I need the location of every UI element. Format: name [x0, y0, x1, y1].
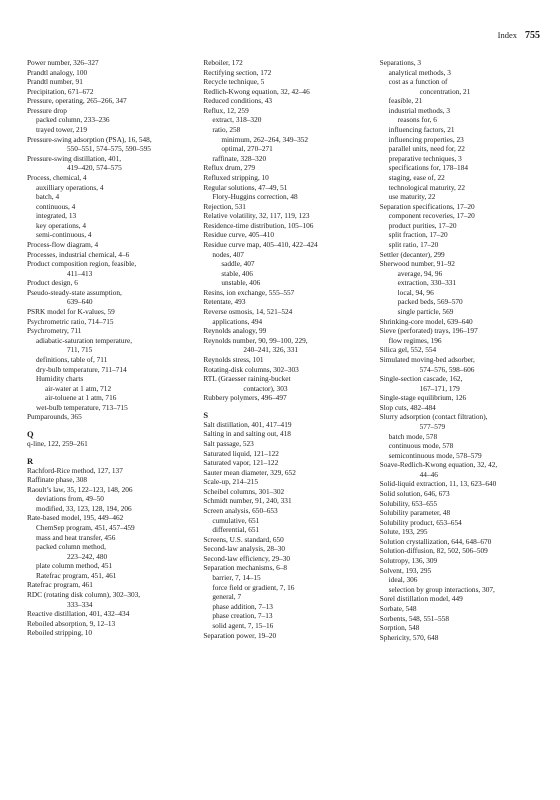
index-column-2: [203, 58, 371, 790]
index-entry: Raffinate phase, 308: [27, 475, 88, 485]
index-entry: Reboiled stripping, 10: [27, 628, 93, 638]
index-subentry: use maturity, 22: [388, 192, 436, 202]
index-entry: Pressure-swing distillation, 401,: [27, 153, 122, 163]
index-subentry: 240–241, 326, 331: [243, 345, 299, 355]
index-entry: Precipitation, 671–672: [27, 86, 94, 96]
index-entry: Second-law efficiency, 29–30: [203, 553, 291, 563]
index-entry: Redlich-Kwong equation, 32, 42–46: [203, 86, 310, 96]
index-subentry: semi-continuous, 4: [36, 230, 92, 240]
index-subentry: packed column method,: [36, 542, 106, 552]
index-subentry: Humidity charts: [36, 374, 84, 384]
index-subentry: staging, ease of, 22: [388, 172, 445, 182]
index-subentry: minimum, 262–264, 349–352: [221, 134, 309, 144]
page-number: 755: [525, 30, 540, 41]
index-subentry: flow regimes, 196: [388, 335, 442, 345]
index-entry: Shrinking-core model, 639–640: [379, 316, 473, 326]
index-entry: Pressure, operating, 265–266, 347: [27, 96, 127, 106]
index-entry: Process, chemical, 4: [27, 172, 87, 182]
index-entry: Reflux, 12, 259: [203, 105, 249, 115]
index-entry: Single-stage equilibrium, 126: [379, 393, 467, 403]
index-subentry: applications, 494: [212, 316, 263, 326]
index-subentry: continuous, 4: [36, 201, 76, 211]
index-entry: Sieve (perforated) trays, 196–197: [379, 326, 478, 336]
index-subentry: key operations, 4: [36, 220, 87, 230]
index-entry: Scheibel columns, 301–302: [203, 486, 285, 496]
index-subentry: reasons for, 6: [397, 115, 437, 125]
index-entry: Reboiler, 172: [203, 58, 243, 67]
index-entry: q-line, 122, 259–261: [27, 438, 88, 448]
index-subentry: 711, 715: [67, 345, 93, 355]
index-subentry: nodes, 407: [212, 249, 244, 259]
index-entry: Saturated vapor, 121–122: [203, 458, 279, 468]
index-subentry: 411–413: [67, 268, 93, 278]
index-entry: Separations, 3: [379, 58, 421, 67]
index-entry: Slurry adsorption (contact filtration),: [379, 412, 488, 422]
index-entry: Solute, 193, 295: [379, 527, 428, 537]
index-entry: Reverse osmosis, 14, 521–524: [203, 307, 293, 317]
index-entry: Reduced conditions, 43: [203, 96, 273, 106]
index-subentry: specifications for, 178–184: [388, 163, 469, 173]
index-subentry: saddle, 407: [221, 259, 255, 269]
index-entry: Rotating-disk columns, 302–303: [203, 364, 299, 374]
index-subentry: contactor), 303: [243, 383, 288, 393]
index-subentry: auxilliary operations, 4: [36, 182, 104, 192]
index-entry: Soave-Redlich-Kwong equation, 32, 42,: [379, 460, 498, 470]
index-subentry: adiabatic-saturation temperature,: [36, 335, 133, 345]
index-entry: Solid-liquid extraction, 11, 13, 623–640: [379, 479, 497, 489]
index-subentry: deviations from, 49–50: [36, 494, 104, 504]
index-entry: Sherwood number, 91–92: [379, 259, 455, 269]
running-head: [498, 30, 540, 41]
index-entry: Solubility parameter, 48: [379, 508, 451, 518]
section-gap: [27, 422, 195, 429]
index-subentry: extraction, 330–331: [397, 278, 457, 288]
index-subentry: influencing factors, 21: [388, 125, 455, 135]
index-entry: Sorbents, 548, 551–558: [379, 613, 449, 623]
section-gap: [203, 403, 371, 410]
section-gap: [27, 449, 195, 456]
index-entry: PSRK model for K-values, 59: [27, 307, 115, 317]
index-subentry: continuous mode, 578: [388, 441, 454, 451]
index-subentry: preparative techniques, 3: [388, 153, 462, 163]
index-subentry: Ratefrac program, 451, 461: [36, 570, 117, 580]
index-entry: Prandtl number, 91: [27, 77, 83, 87]
index-entry: Processes, industrial chemical, 4–6: [27, 249, 130, 259]
index-entry: Reactive distillation, 401, 432–434: [27, 609, 130, 619]
index-column-3: [380, 58, 548, 790]
index-subentry: trayed tower, 219: [36, 125, 87, 135]
index-subentry: concentration, 21: [419, 86, 471, 96]
index-subentry: air-water at 1 atm, 712: [45, 383, 112, 393]
index-subentry: average, 94, 96: [397, 268, 443, 278]
index-entry: Solvent, 193, 295: [379, 565, 432, 575]
index-entry: Psychrometric ratio, 714–715: [27, 316, 114, 326]
index-column-1: [27, 58, 195, 790]
index-entry: Reynolds analogy, 99: [203, 326, 267, 336]
index-entry: Process-flow diagram, 4: [27, 239, 99, 249]
index-entry: Sorption, 548: [379, 623, 420, 633]
index-subentry: local, 94, 96: [397, 287, 434, 297]
index-entry: Rachford-Rice method, 127, 137: [27, 465, 123, 475]
running-head-label: Index: [497, 30, 517, 40]
index-subentry: wet-bulb temperature, 713–715: [36, 402, 128, 412]
index-subentry: parallel units, need for, 22: [388, 144, 465, 154]
index-entry: Residence-time distribution, 105–106: [203, 220, 314, 230]
index-entry: Refluxed stripping, 10: [203, 172, 269, 182]
index-subentry: modified, 33, 123, 128, 194, 206: [36, 503, 132, 513]
index-subentry: 639–640: [67, 297, 93, 307]
index-entry: Solution crystallization, 644, 648–670: [379, 536, 492, 546]
index-entry: Reboiled absorption, 9, 12–13: [27, 618, 116, 628]
index-entry: Resins, ion exchange, 555–557: [203, 287, 295, 297]
index-entry: Saturated liquid, 121–122: [203, 448, 279, 458]
index-subentry: analytical methods, 3: [388, 67, 451, 77]
index-subentry: unstable, 406: [221, 278, 261, 288]
index-subentry: batch mode, 578: [388, 431, 438, 441]
index-entry: Rate-based model, 195, 449–462: [27, 513, 124, 523]
index-subentry: selection by group interactions, 307,: [388, 584, 495, 594]
index-subentry: 419–420, 574–575: [67, 163, 122, 173]
index-subentry: force field or gradient, 7, 16: [212, 582, 295, 592]
index-subentry: cost as a function of: [388, 77, 448, 87]
index-entry: Pseudo-steady-state assumption,: [27, 287, 122, 297]
index-subentry: definitions, table of, 711: [36, 354, 108, 364]
index-entry: Residue curve, 405–410: [203, 230, 275, 240]
index-subentry: raffinate, 328–320: [212, 153, 267, 163]
index-subentry: dry-bulb temperature, 711–714: [36, 364, 127, 374]
index-entry: Scale-up, 214–215: [203, 477, 259, 487]
index-entry: Recycle technique, 5: [203, 77, 265, 87]
index-entry: Solubility, 653–655: [379, 498, 438, 508]
index-entry: RTL (Graesser raining-bucket: [203, 374, 291, 384]
index-subentry: 44–46: [419, 469, 438, 479]
index-subentry: ratio, 258: [212, 125, 241, 135]
index-subentry: extract, 318–320: [212, 115, 262, 125]
index-subentry: technological maturity, 22: [388, 182, 465, 192]
index-subentry: semicontinuous mode, 578–579: [388, 450, 482, 460]
index-entry: Pressure drop: [27, 105, 67, 115]
index-entry: Salt distillation, 401, 417–419: [203, 419, 292, 429]
index-entry: Solubility product, 653–654: [379, 517, 462, 527]
index-subentry: packed column, 233–236: [36, 115, 110, 125]
index-subentry: 577–579: [419, 421, 446, 431]
index-subentry: product purities, 17–20: [388, 220, 457, 230]
index-entry: Pumparounds, 365: [27, 412, 82, 422]
index-entry: RDC (rotating disk column), 302–303,: [27, 590, 141, 600]
index-entry: Sphericity, 570, 648: [379, 632, 439, 642]
index-entry: Product design, 6: [27, 278, 78, 288]
index-subentry: 550–551, 574–575, 590–595: [67, 144, 151, 154]
index-entry: Power number, 326–327: [27, 58, 99, 67]
index-entry: Second-law analysis, 28–30: [203, 544, 285, 554]
index-entry: Sorel distillation model, 449: [379, 594, 463, 604]
index-subentry: stable, 406: [221, 268, 253, 278]
index-subentry: 333–334: [67, 599, 93, 609]
index-entry: Reflux drum, 279: [203, 163, 256, 173]
index-entry: Silica gel, 552, 554: [379, 345, 437, 355]
index-subentry: ChemSep program, 451, 457–459: [36, 523, 135, 533]
index-entry: Prandtl analogy, 100: [27, 67, 88, 77]
index-entry: Rejection, 531: [203, 201, 246, 211]
section-letter: R: [27, 455, 34, 466]
index-entry: Screen analysis, 650–653: [203, 506, 278, 516]
index-subentry: 223–242, 480: [67, 551, 108, 561]
index-subentry: differential, 651: [212, 525, 260, 535]
section-letter: Q: [27, 428, 34, 439]
index-entry: Rubbery polymers, 496–497: [203, 393, 287, 403]
index-subentry: plate column method, 451: [36, 561, 113, 571]
index-entry: Raoult’s law, 35, 122–123, 148, 206: [27, 484, 133, 494]
index-entry: Regular solutions, 47–49, 51: [203, 182, 288, 192]
index-entry: Simulated moving-bed adsorber,: [379, 354, 475, 364]
index-entry: Rectifying section, 172: [203, 67, 272, 77]
index-entry: Retentate, 493: [203, 297, 246, 307]
index-entry: Sauter mean diameter, 329, 652: [203, 467, 296, 477]
index-subentry: mass and heat transfer, 456: [36, 532, 116, 542]
index-columns: [27, 58, 548, 790]
index-entry: Pressure-swing adsorption (PSA), 16, 548,: [27, 134, 152, 144]
index-subentry: ideal, 306: [388, 575, 418, 585]
index-entry: Slop cuts, 482–484: [379, 402, 436, 412]
index-entry: Sorbate, 548: [379, 603, 417, 613]
index-entry: Reynolds number, 90, 99–100, 229,: [203, 335, 308, 345]
index-subentry: solid agent, 7, 15–16: [212, 620, 274, 630]
index-entry: Schmidt number, 91, 240, 331: [203, 496, 292, 506]
index-entry: Product composition region, feasible,: [27, 259, 137, 269]
index-entry: Settler (decanter), 299: [379, 249, 445, 259]
index-entry: Solutropy, 136, 309: [379, 556, 438, 566]
index-entry: Psychrometry, 711: [27, 326, 82, 336]
index-entry: Separation specifications, 17–20: [379, 201, 475, 211]
index-subentry: component recoveries, 17–20: [388, 211, 475, 221]
index-subentry: industrial methods, 3: [388, 105, 451, 115]
index-entry: Salt passage, 523: [203, 438, 254, 448]
index-subentry: single particle, 569: [397, 307, 454, 317]
index-subentry: 574–576, 598–606: [419, 364, 475, 374]
index-entry: Solution-diffusion, 82, 502, 506–509: [379, 546, 488, 556]
index-subentry: cumulative, 651: [212, 515, 260, 525]
index-subentry: optimal, 270–271: [221, 144, 273, 154]
index-subentry: barrier, 7, 14–15: [212, 573, 261, 583]
index-entry: Separation power, 19–20: [203, 630, 277, 640]
index-subentry: batch, 4: [36, 192, 60, 202]
index-entry: Screens, U.S. standard, 650: [203, 534, 284, 544]
index-entry: Salting in and salting out, 418: [203, 429, 291, 439]
index-subentry: integrated, 13: [36, 211, 77, 221]
index-subentry: 167–171, 179: [419, 383, 460, 393]
index-entry: Reynolds stress, 101: [203, 354, 264, 364]
index-entry: Ratefrac program, 461: [27, 580, 93, 590]
index-entry: Solid solution, 646, 673: [379, 489, 450, 499]
index-entry: Residue curve map, 405–410, 422–424: [203, 239, 318, 249]
index-subentry: split ratio, 17–20: [388, 239, 439, 249]
index-entry: Relative volatility, 32, 117, 119, 123: [203, 211, 310, 221]
index-subentry: phase addition, 7–13: [212, 601, 273, 611]
index-entry: Single-section cascade, 162,: [379, 374, 463, 384]
index-entry: Separation mechanisms, 6–8: [203, 563, 288, 573]
index-subentry: influencing properties, 23: [388, 134, 464, 144]
section-letter: S: [203, 409, 209, 420]
index-subentry: Flory-Huggins correction, 48: [212, 192, 298, 202]
index-subentry: feasible, 21: [388, 96, 423, 106]
index-subentry: split fraction, 17–20: [388, 230, 448, 240]
index-subentry: packed beds, 569–570: [397, 297, 463, 307]
index-subentry: air-toluene at 1 atm, 716: [45, 393, 117, 403]
index-subentry: phase creation, 7–13: [212, 611, 273, 621]
index-subentry: general, 7: [212, 592, 242, 602]
